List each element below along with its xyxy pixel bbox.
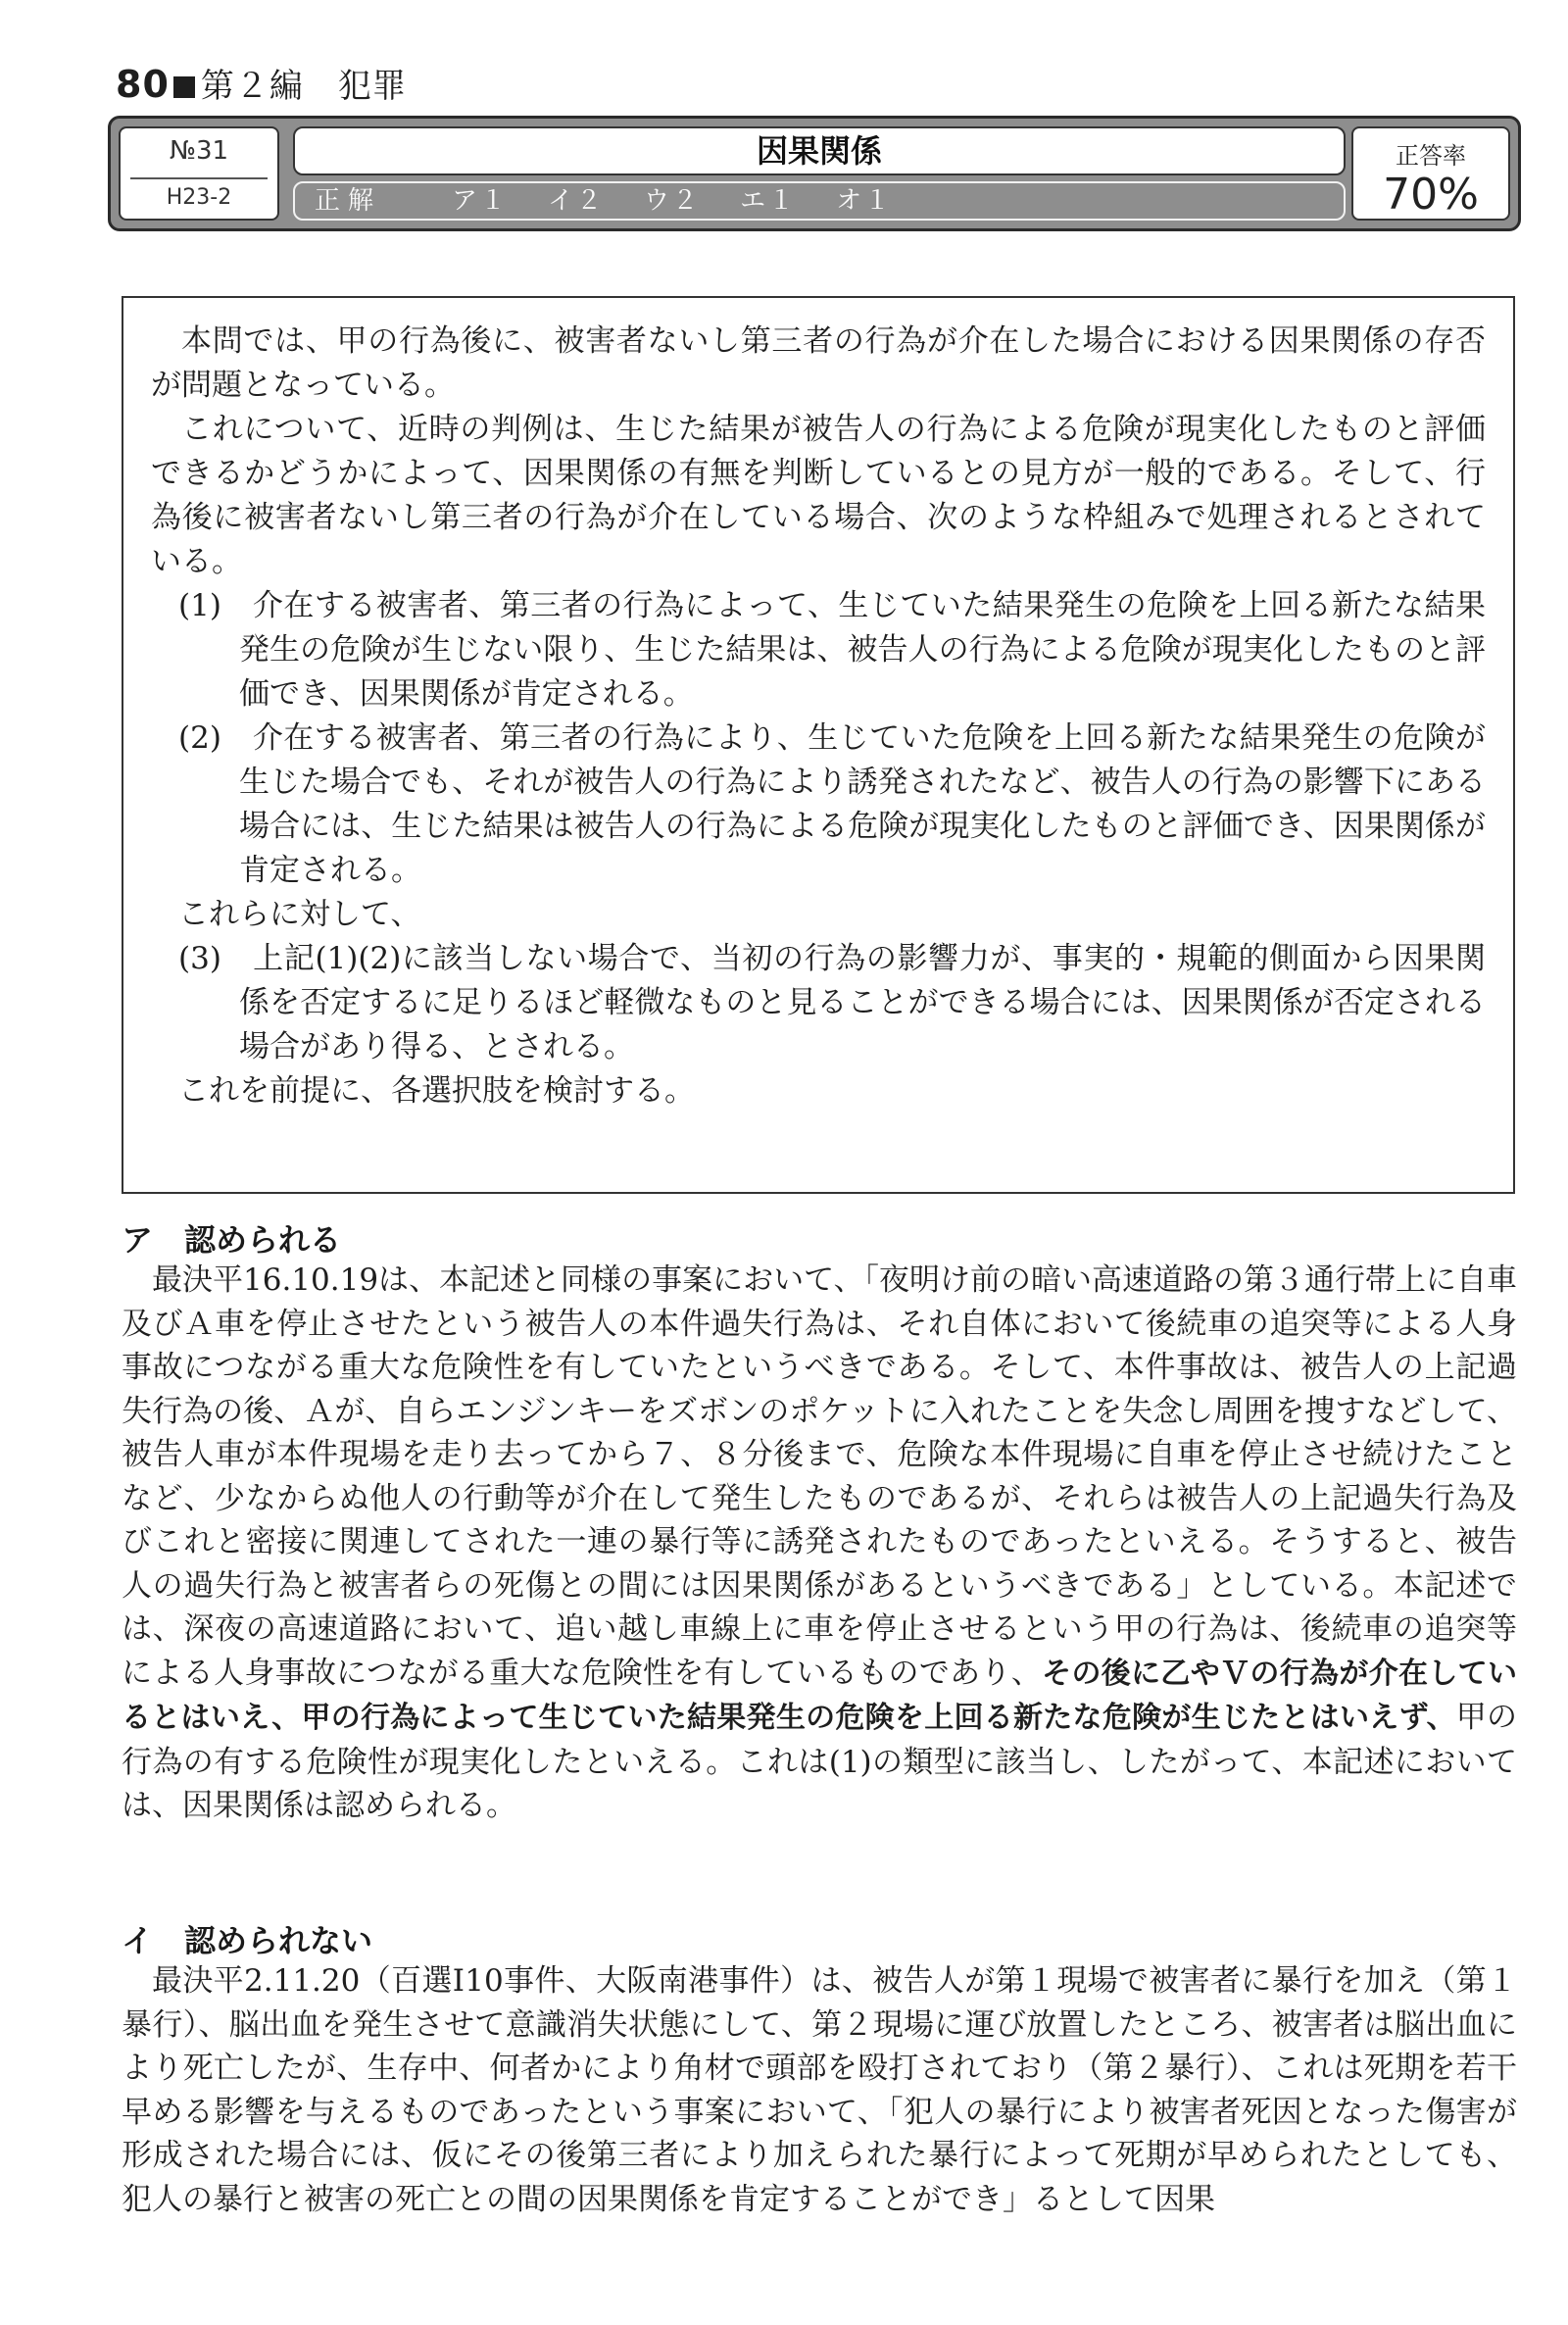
square-bullet-icon [173,76,195,98]
problem-id-box [119,126,279,221]
section-a-body [122,1259,1517,1828]
section-i-title: イ 認められない [122,1922,373,1959]
intro-item-3: (3) 上記(1)(2)に該当しない場合で、当初の行為の影響力が、事実的・規範的側面から因果関係を否定するに足りるほど軽微なものと見ることができる場合には、因果関係が否定される場合があり得る、とされる。 [178,941,1486,1064]
answer-e: エ１ [740,186,798,216]
section-a-text-2: 甲の行為の有する危険性が現実化したといえる。これは(1)の類型に該当し、したがって、本記述においては、因果関係は認められる。 [122,1700,1517,1823]
answer-label: 正解 [315,186,382,216]
section-i-body: 最決平2.11.20（百選Ⅰ10事件、大阪南港事件）は、被告人が第１現場で被害者に暴行を加え（第１暴行）、脳出血を発生させて意識消失状態にして、第２現場に運び放置したところ、被害者は脳出血により死亡したが、生存中、何者かにより角材で頭部を殴打されており（第２暴行）、これは死期を若干早める影響を与えるものであったという事案において、「犯人の暴行により被害者死因となった傷害が形成された場合には、仮にその後第三者により加えられた暴行によって死期が早められたとしても、犯人の暴行と被害の死亡との間の因果関係を肯定することができ」るとして因果 [122,1963,1518,2217]
question-header [108,116,1521,231]
section-a-title: ア 認められる [122,1221,342,1259]
answer-o: オ１ [836,186,894,216]
intro-item-2: (2) 介在する被害者、第三者の行為により、生じていた危険を上回る新たな結果発生の危険が生じた場合でも、それが被告人の行為により誘発されたなど、被告人の行為の影響下にある場合には、生じた結果は被告人の行為による危険が現実化したものと評価でき、因果関係が肯定される。 [178,720,1486,888]
chapter-label: 犯罪 [337,67,407,106]
page-number: 80 [116,63,170,106]
answer-i: イ２ [548,186,606,216]
divider [130,177,268,179]
intro-paragraph-2: これについて、近時の判例は、生じた結果が被告人の行為による危険が現実化したものと評価できるかどうかによって、因果関係の有無を判断しているとの見方が一般的である。そして、行為後に被害者ないし第三者の行為が介在している場合、次のような枠組みで処理されるとされている。 [151,412,1486,579]
intro-contrast: これらに対して、 [178,897,421,932]
intro-closing: これを前提に、各選択肢を検討する。 [178,1073,695,1109]
section-a-text-1: 最決平16.10.19は、本記述と同様の事案において、「夜明け前の暗い高速道路の第３通行帯上に自車及びＡ車を停止させたという被告人の本件過失行為は、それ自体において後続車の追突等による人身事故につながる重大な危険性を有していたというべきである。そして、本件事故は、被告人の上記過失行為の後、Ａが、自らエンジンキーをズボンのポケットに入れたことを失念し周囲を捜すなどして、被告人車が本件現場を走り去ってから７、８分後まで、危険な本件現場に自車を停止させ続けたことなど、少なからぬ他人の行動等が介在して発生したものであるが、それらは被告人の上記過失行為及びこれと密接に関連してされた一連の暴行等に誘発されたものであったといえる。そうすると、被告人の過失行為と被害者らの死傷との間には因果関係があるというべきである」としている。本記述では、深夜の高速道路において、追い越し車線上に車を停止させるという甲の行為は、後続車の追突等による人身事故につながる重大な危険性を有しているものであり、 [122,1262,1518,1691]
exam-code: H23-2 [166,185,232,210]
answer-row [293,181,1346,221]
intro-box [122,296,1515,1194]
running-head [116,59,407,107]
answer-a: ア１ [452,186,510,216]
question-title: 因果関係 [293,126,1346,175]
part-label: 第２編 [200,67,304,106]
correct-rate-value: 70% [1383,170,1479,220]
section-a-emphasis: その後に乙やＶの行為が介在しているとはいえ、甲の行為によって生じていた結果発生の危険を上回る新たな危険が生じたとはいえず、 [122,1656,1517,1735]
problem-number: №31 [169,136,229,166]
correct-rate-box [1351,126,1510,221]
intro-item-1: (1) 介在する被害者、第三者の行為によって、生じていた結果発生の危険を上回る新たな結果発生の危険が生じない限り、生じた結果は、被告人の行為による危険が現実化したものと評価でき、因果関係が肯定される。 [178,588,1486,712]
answer-u: ウ２ [644,186,702,216]
intro-paragraph-1: 本問では、甲の行為後に、被害者ないし第三者の行為が介在した場合における因果関係の存否が問題となっている。 [151,323,1486,403]
correct-rate-label: 正答率 [1396,142,1466,170]
